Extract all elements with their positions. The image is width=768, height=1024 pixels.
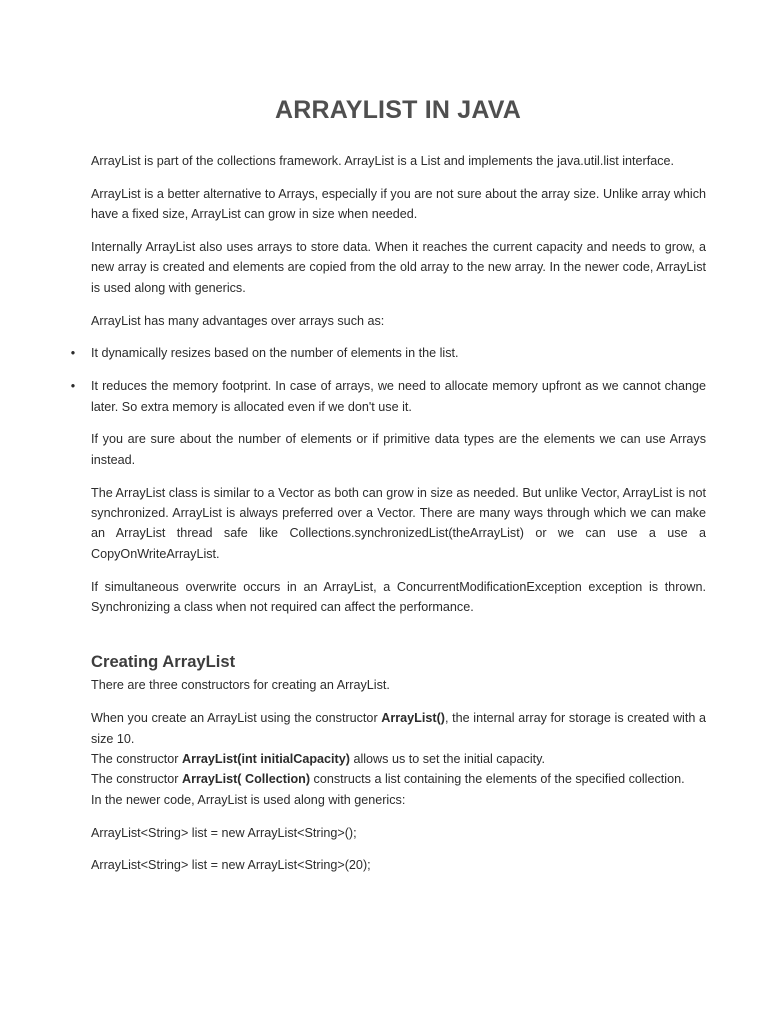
intro-paragraph-3: Internally ArrayList also uses arrays to store data. When it reaches the current capacity and needs to grow, a new array is created and elements are copied from the old array to the new array. In the newer code, ArrayList is used along with generics. (91, 240, 706, 295)
constructor-text: constructs a list containing the elements of the specified collection. (310, 772, 685, 787)
intro-paragraph-1: ArrayList is part of the collections framework. ArrayList is a List and implements the java.util.list interface. (91, 154, 675, 168)
constructor-text: The constructor (91, 772, 182, 787)
bullet-icon: • (70, 346, 76, 361)
constructor-capacity-line (91, 749, 706, 769)
code-example-1: ArrayList<String> list = new ArrayList<String>(); (91, 825, 357, 840)
bullet-icon: • (70, 379, 76, 394)
constructor-text: When you create an ArrayList using the constructor (91, 711, 382, 726)
constructor-default-line (91, 708, 706, 749)
constructor-text: The constructor (91, 752, 182, 767)
constructors-lead: There are three constructors for creating an ArrayList. (91, 678, 390, 693)
list-item (69, 376, 706, 417)
constructor-name: ArrayList( Collection) (182, 772, 311, 787)
constructor-collection-line (91, 769, 706, 789)
advantages-intro: ArrayList has many advantages over arrays such as: (91, 313, 385, 328)
concurrent-modification-paragraph: If simultaneous overwrite occurs in an ArrayList, a ConcurrentModificationException exception is thrown. Synchronizing a class when not required can affect the performance. (91, 579, 706, 615)
page-title: ARRAYLIST IN JAVA (274, 96, 522, 124)
code-example-2: ArrayList<String> list = new ArrayList<String>(20); (91, 858, 371, 873)
generics-note: In the newer code, ArrayList is used along with generics: (91, 792, 406, 807)
list-item (69, 343, 706, 363)
primitive-types-paragraph: If you are sure about the number of elements or if primitive data types are the elements we can use Arrays instead. (91, 432, 706, 467)
section-heading: Creating ArrayList (91, 652, 236, 672)
document-body (70, 151, 706, 888)
constructor-name: ArrayList() (381, 711, 445, 726)
constructor-text: allows us to set the initial capacity. (349, 752, 546, 767)
bullet-text: It reduces the memory footprint. In case of arrays, we need to allocate memory upfront as we cannot change later. So extra memory is allocated even if we don't use it. (91, 379, 706, 414)
intro-paragraph-2: ArrayList is a better alternative to Arrays, especially if you are not sure about the array size. Unlike array which have a fixed size, ArrayList can grow in size when needed. (91, 186, 706, 222)
constructor-name: ArrayList(int initialCapacity) (182, 752, 350, 767)
vector-comparison-paragraph: The ArrayList class is similar to a Vector as both can grow in size as needed. But unlike Vector, ArrayList is not synchronized. ArrayList is always preferred over a Vector. There are many ways through which we can make an ArrayList thread safe like Collections.synchronizedList(theArrayList) or we can use a use a CopyOnWriteArrayList. (91, 485, 706, 561)
advantages-list (69, 343, 706, 417)
constructor-text: , the internal array for storage is created with a size 10. (91, 711, 706, 746)
bullet-text: It dynamically resizes based on the number of elements in the list. (91, 346, 459, 361)
